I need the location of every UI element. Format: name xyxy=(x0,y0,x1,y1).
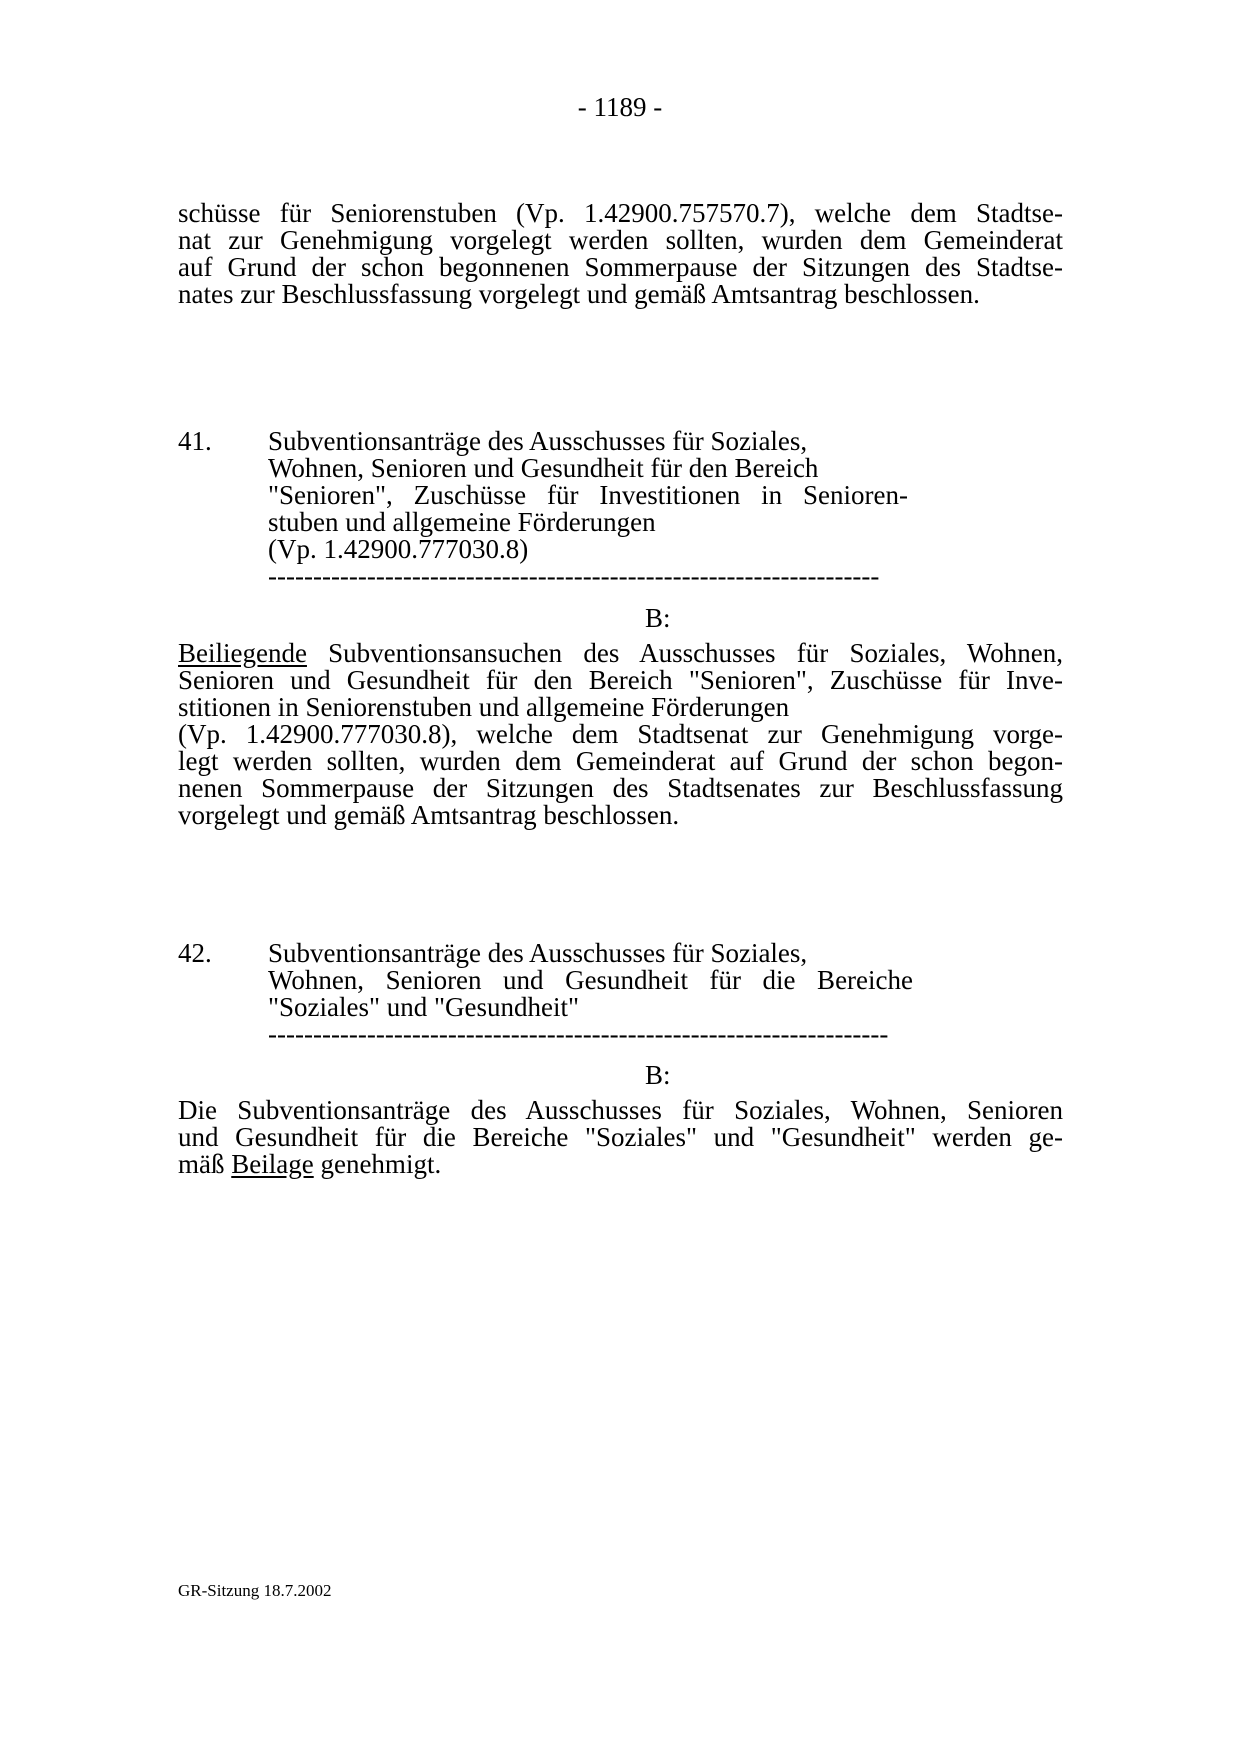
body-text: mäß xyxy=(178,1149,232,1179)
agenda-item-41 xyxy=(178,428,1063,588)
item-title-line: Subventionsanträge des Ausschusses für Soziales, xyxy=(268,938,808,968)
item-title xyxy=(268,940,913,1048)
decision-label: B: xyxy=(645,603,671,633)
intro-line: nates zur Beschlussfassung vorgelegt und gemäß Amtsantrag beschlossen. xyxy=(178,279,980,309)
item-title-line: Wohnen, Senioren und Gesundheit für den Bereich xyxy=(268,453,819,483)
intro-line: schüsse für Seniorenstuben (Vp. 1.42900.757570.7), welche dem Stadtse- xyxy=(178,198,1063,228)
intro-paragraph xyxy=(178,200,1063,308)
attachment-link: Beilage xyxy=(231,1149,314,1179)
body-text: genehmigt. xyxy=(313,1149,442,1179)
body-line: Senioren und Gesundheit für den Bereich "Senioren", Zuschüsse für Inve- xyxy=(178,665,1063,695)
agenda-item-42 xyxy=(178,940,1063,1050)
item-number: 41. xyxy=(178,426,212,456)
item-number: 42. xyxy=(178,938,212,968)
separator-line: --------------------------------------------------------------------- xyxy=(268,1021,889,1048)
item-42-body xyxy=(178,1097,1063,1178)
body-line xyxy=(178,640,1063,667)
body-line: stitionen in Seniorenstuben und allgemeine Förderungen xyxy=(178,692,790,722)
decision-label: B: xyxy=(645,1060,671,1090)
page-number: - 1189 - xyxy=(577,92,663,122)
body-line: (Vp. 1.42900.777030.8), welche dem Stadtsenat zur Genehmigung vorge- xyxy=(178,719,1063,749)
body-line: nenen Sommerpause der Sitzungen des Stadtsenates zur Beschlussfassung xyxy=(178,773,1063,803)
body-text: Subventionsansuchen des Ausschusses für Soziales, Wohnen, xyxy=(306,638,1063,668)
footer-meeting-date: GR-Sitzung 18.7.2002 xyxy=(178,1581,332,1600)
separator-line: -------------------------------------------------------------------- xyxy=(268,563,880,590)
attachment-link: Beiliegende xyxy=(178,638,307,668)
body-line: und Gesundheit für die Bereiche "Soziales" und "Gesundheit" werden ge- xyxy=(178,1122,1063,1152)
item-41-body xyxy=(178,640,1063,829)
body-line: vorgelegt und gemäß Amtsantrag beschlossen. xyxy=(178,800,680,830)
item-title-line: (Vp. 1.42900.777030.8) xyxy=(268,534,529,564)
intro-line: nat zur Genehmigung vorgelegt werden sollten, wurden dem Gemeinderat xyxy=(178,225,1063,255)
item-title xyxy=(268,428,908,590)
item-title-line: stuben und allgemeine Förderungen xyxy=(268,507,656,537)
intro-line: auf Grund der schon begonnenen Sommerpause der Sitzungen des Stadtse- xyxy=(178,252,1063,282)
item-title-line: Wohnen, Senioren und Gesundheit für die Bereiche xyxy=(268,965,913,995)
body-line: Die Subventionsanträge des Ausschusses für Soziales, Wohnen, Senioren xyxy=(178,1095,1063,1125)
item-title-line: "Soziales" und "Gesundheit" xyxy=(268,992,580,1022)
item-title-line: "Senioren", Zuschüsse für Investitionen in Senioren- xyxy=(268,480,908,510)
item-title-line: Subventionsanträge des Ausschusses für Soziales, xyxy=(268,426,808,456)
body-line: legt werden sollten, wurden dem Gemeinderat auf Grund der schon begon- xyxy=(178,746,1063,776)
body-line xyxy=(178,1151,1063,1178)
